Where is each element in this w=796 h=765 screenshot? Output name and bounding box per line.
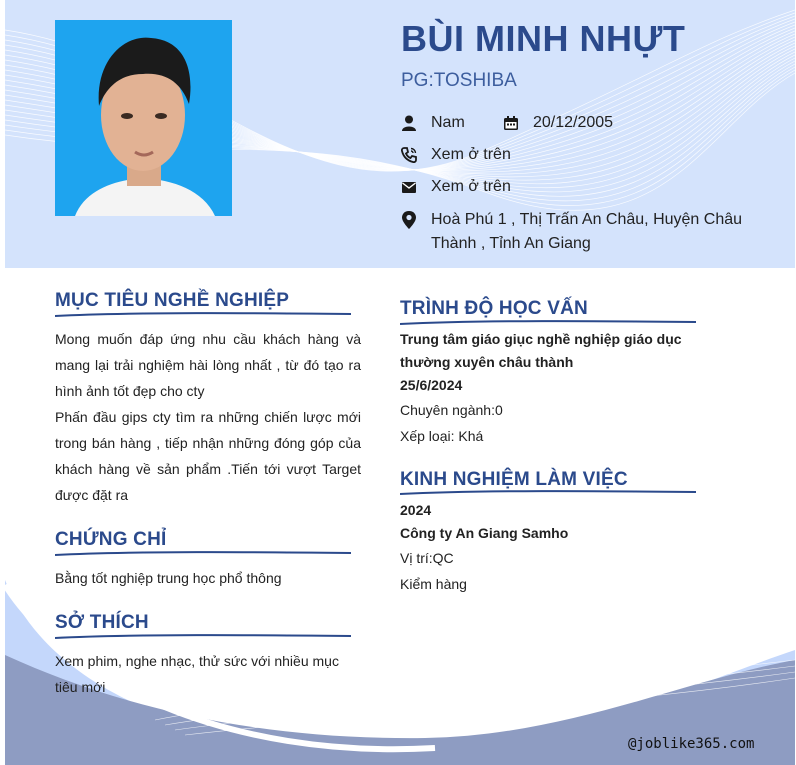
phone-icon	[401, 147, 417, 163]
education-major: Chuyên ngành:0	[400, 402, 503, 418]
objective-underline	[55, 311, 351, 319]
education-rank: Xếp loại: Khá	[400, 428, 484, 444]
hobbies-title: SỞ THÍCH	[55, 612, 149, 633]
header-band	[5, 0, 795, 268]
experience-underline	[400, 489, 696, 497]
education-school: Trung tâm giáo giục nghề nghiệp giáo dục thường xuyên châu thành	[400, 331, 682, 370]
experience-year: 2024	[400, 502, 432, 518]
person-icon	[401, 115, 417, 131]
email-value: Xem ở trên	[431, 178, 511, 195]
gender-value: Nam	[431, 114, 465, 131]
experience-title: KINH NGHIỆM LÀM VIỆC	[400, 469, 628, 490]
hobbies-text: Xem phim, nghe nhạc, thử sức với nhiều mục tiêu mới	[55, 653, 339, 695]
experience-role: Vị trí:QC	[400, 550, 454, 566]
birthdate-value: 20/12/2005	[533, 114, 614, 131]
education-title: TRÌNH ĐỘ HỌC VẤN	[400, 298, 588, 319]
watermark-text: @joblike365.com	[628, 736, 755, 752]
cv-page	[5, 0, 795, 765]
phone-value: Xem ở trên	[431, 146, 511, 163]
experience-company: Công ty An Giang Samho	[400, 525, 569, 541]
education-underline	[400, 319, 696, 327]
certificates-text: Bằng tốt nghiệp trung học phổ thông	[55, 570, 282, 586]
envelope-icon	[401, 179, 417, 195]
calendar-icon	[503, 115, 519, 131]
objective-title: MỤC TIÊU NGHỀ NGHIỆP	[55, 290, 290, 311]
hobbies-underline	[55, 633, 351, 641]
address-value: Hoà Phú 1 , Thị Trấn An Châu, Huyện Châu Thành , Tỉnh An Giang	[431, 211, 743, 252]
profile-photo	[55, 20, 232, 216]
objective-paragraph-2: Phấn đầu gips cty tìm ra những chiến lược mới trong bán hàng , tiếp nhận những đóng góp của khách hàng về sản phẩm .Tiến tới vượt Target được đặt ra	[55, 409, 361, 503]
objective-paragraph-1: Mong muốn đáp ứng nhu cầu khách hàng và mang lại trải nghiệm hài lòng nhất , từ đó tạo ra hình ảnh tốt đẹp cho cty	[55, 331, 361, 399]
experience-task: Kiểm hàng	[400, 576, 467, 592]
education-date: 25/6/2024	[400, 377, 463, 393]
certificates-title: CHỨNG CHỈ	[55, 529, 167, 550]
candidate-name: BÙI MINH NHỰT	[401, 18, 686, 59]
map-pin-icon	[401, 211, 417, 229]
job-position: PG:TOSHIBA	[401, 70, 517, 91]
certificates-underline	[55, 550, 351, 558]
